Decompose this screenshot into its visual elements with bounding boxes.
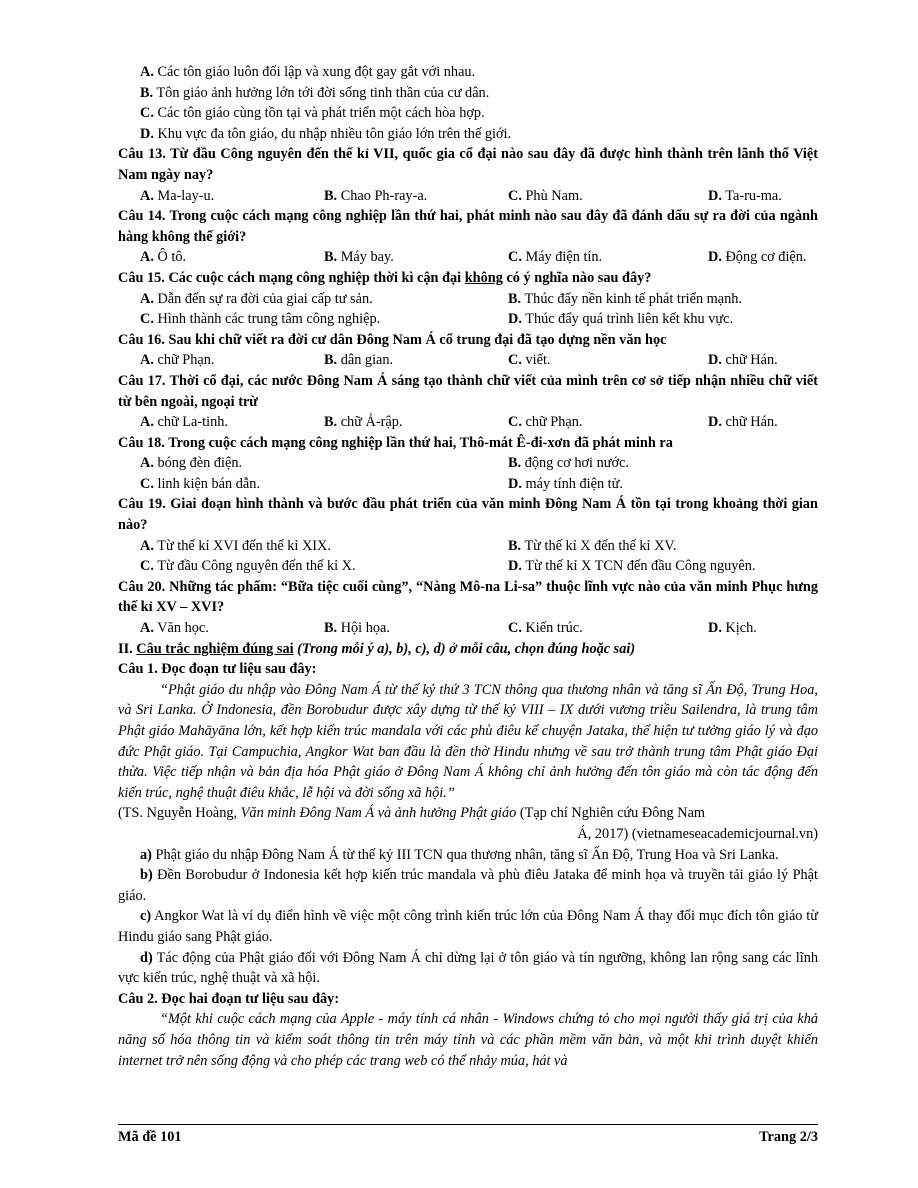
tf2-quote: “Một khi cuộc cách mạng của Apple - máy tính cá nhân - Windows chứng tỏ cho mọi người thấy giá trị của khả năng số hóa thông tin và kiểm soát thông tin trên máy tính và các phần mềm văn bản, và một khi trình duyệt khiến internet trở nên sống động và cho phép các trang web có thể nhảy múa, hát và — [118, 1011, 818, 1069]
q19-option-b: B. Từ thế kỉ X đến thế kỉ XV. — [508, 537, 677, 554]
q12-option-d: D. Khu vực đa tôn giáo, du nhập nhiều tôn giáo lớn trên thế giới. — [140, 125, 512, 142]
section-2-heading: II. Câu trắc nghiệm đúng sai (Trong mỗi ý a), b), c), d) ở mỗi câu, chọn đúng hoặc sai) — [118, 640, 636, 657]
q17-option-c: C. chữ Phạn. — [508, 414, 583, 431]
tf1-statement-c: c) Angkor Wat là ví dụ điển hình về việc một công trình kiến trúc lớn của Đông Nam Á thay đổi mục đích tôn giáo từ Hindu giáo sang Phật giáo. — [118, 908, 818, 945]
tf1-statement-a: a) Phật giáo du nhập Đông Nam Á từ thế kỷ III TCN qua thương nhân, tăng sĩ Ấn Độ, Trung Hoa và Sri Lanka. — [140, 846, 779, 863]
q15-options-row1 — [118, 289, 818, 310]
tf1-source-end: Á, 2017) (vietnameseacademicjournal.vn) — [577, 825, 818, 842]
tf1-quote: “Phật giáo du nhập vào Đông Nam Á từ thế kỷ thứ 3 TCN thông qua thương nhân và tăng sĩ Ấn Độ, Trung Hoa, và Sri Lanka. Ở Indonesia, đền Borobudur được xây dựng từ thế kỷ VIII – IX dưới vương triều Sailendra, là trung tâm Phật giáo Mahāyāna lớn, kết hợp kiến trúc mandala với các phù điêu kể chuyện Jataka, thể hiện tư tưởng giáo lý và đạo đức Phật giáo. Tại Campuchia, Angkor Wat ban đầu là đền thờ Hindu nhưng về sau trở thành trung tâm Phật giáo Đại thừa. Việc tiếp nhận và bản địa hóa Phật giáo ở Đông Nam Á không chỉ ảnh hưởng đến tôn giáo mà còn tác động đến kiến trúc, nghệ thuật điêu khắc, lễ hội và đời sống xã hội.” — [118, 681, 818, 801]
exam-code: Mã đề 101 — [118, 1129, 182, 1145]
q19-options-row2 — [118, 556, 818, 577]
q18-option-b: B. động cơ hơi nước. — [508, 455, 629, 472]
q19-option-c: C. Từ đầu Công nguyên đến thế kỉ X. — [140, 558, 356, 575]
q16-option-d: D. chữ Hán. — [708, 352, 778, 369]
q14-option-b: B. Máy bay. — [324, 249, 394, 266]
exam-page — [118, 62, 818, 1071]
q18-option-d: D. máy tính điện tử. — [508, 475, 623, 492]
tf1-source: (TS. Nguyễn Hoàng, Văn minh Đông Nam Á và ảnh hưởng Phật giáo (Tạp chí Nghiên cứu Đông Nam — [118, 805, 706, 822]
q17-options — [118, 412, 818, 433]
q13-stem: Câu 13. Từ đầu Công nguyên đến thế kỉ VII, quốc gia cổ đại nào sau đây đã được hình thành trên lãnh thổ Việt Nam ngày nay? — [118, 146, 818, 183]
q19-options-row1 — [118, 536, 818, 557]
q18-option-c: C. linh kiện bán dẫn. — [140, 475, 260, 492]
q15-option-c: C. Hình thành các trung tâm công nghiệp. — [140, 311, 381, 328]
q13-option-a: A. Ma-lay-u. — [140, 187, 215, 204]
q18-options-row1 — [118, 453, 818, 474]
q17-option-b: B. chữ Ả-rập. — [324, 414, 403, 431]
page-number: Trang 2/3 — [759, 1129, 818, 1145]
q12-option-b: B. Tôn giáo ảnh hưởng lớn tới đời sống tinh thần của cư dân. — [140, 84, 490, 101]
q13-option-c: C. Phù Nam. — [508, 187, 583, 204]
tf1-statement-d: d) Tác động của Phật giáo đối với Đông Nam Á chỉ dừng lại ở tôn giáo và tín ngưỡng, không lan rộng sang các lĩnh vực kiến trúc, nghệ thuật và xã hội. — [118, 949, 818, 987]
q18-stem: Câu 18. Trong cuộc cách mạng công nghiệp lần thứ hai, Thô-mát Ê-đi-xơn đã phát minh ra — [118, 434, 673, 451]
q14-stem: Câu 14. Trong cuộc cách mạng công nghiệp lần thứ hai, phát minh nào sau đây đã đánh dấu sự ra đời của ngành hàng không thế giới? — [118, 208, 818, 245]
q20-option-a: A. Văn học. — [140, 620, 209, 637]
q12-option-a: A. Các tôn giáo luôn đối lập và xung đột gay gắt với nhau. — [140, 64, 476, 80]
q14-options — [118, 247, 818, 268]
q16-stem: Câu 16. Sau khi chữ viết ra đời cư dân Đông Nam Á cổ trung đại đã tạo dựng nền văn học — [118, 331, 667, 348]
q17-option-d: D. chữ Hán. — [708, 414, 778, 431]
page-footer — [118, 1124, 818, 1146]
tf1-heading: Câu 1. Đọc đoạn tư liệu sau đây: — [118, 661, 317, 678]
q12-option-c: C. Các tôn giáo cùng tồn tại và phát triển một cách hòa hợp. — [140, 105, 485, 122]
q14-option-d: D. Động cơ điện. — [708, 249, 807, 266]
q20-option-c: C. Kiến trúc. — [508, 620, 583, 637]
q15-option-d: D. Thúc đẩy quá trình liên kết khu vực. — [508, 311, 734, 328]
q14-option-a: A. Ô tô. — [140, 249, 187, 266]
q17-option-a: A. chữ La-tinh. — [140, 414, 228, 431]
q16-option-c: C. viết. — [508, 352, 551, 369]
q19-option-d: D. Từ thế kỉ X TCN đến đầu Công nguyên. — [508, 558, 756, 575]
q15-option-b: B. Thúc đẩy nền kinh tế phát triển mạnh. — [508, 290, 743, 307]
q13-options — [118, 186, 818, 207]
q16-option-b: B. dân gian. — [324, 352, 394, 369]
q20-options — [118, 618, 818, 639]
q18-options-row2 — [118, 474, 818, 495]
q20-option-d: D. Kịch. — [708, 620, 757, 637]
q17-stem: Câu 17. Thời cổ đại, các nước Đông Nam Á sáng tạo thành chữ viết của mình trên cơ sở tiếp nhận nhiều chữ viết từ bên ngoài, ngoại trừ — [118, 372, 819, 410]
q14-option-c: C. Máy điện tín. — [508, 249, 603, 266]
q15-options-row2 — [118, 309, 818, 330]
q18-option-a: A. bóng đèn điện. — [140, 455, 243, 472]
q19-option-a: A. Từ thế kỉ XVI đến thế kỉ XIX. — [140, 537, 331, 554]
q19-stem: Câu 19. Giai đoạn hình thành và bước đầu phát triển của văn minh Đông Nam Á tồn tại trong khoảng thời gian nào? — [118, 496, 818, 534]
tf1-statement-b: b) Đền Borobudur ở Indonesia kết hợp kiến trúc mandala và phù điêu Jataka để minh họa và truyền tải giáo lý Phật giáo. — [118, 867, 818, 904]
q20-option-b: B. Hội họa. — [324, 620, 390, 637]
q16-options — [118, 350, 818, 371]
q13-option-b: B. Chao Ph-ray-a. — [324, 187, 428, 204]
tf2-heading: Câu 2. Đọc hai đoạn tư liệu sau đây: — [118, 990, 340, 1007]
q15-stem: Câu 15. Các cuộc cách mạng công nghiệp thời kì cận đại không có ý nghĩa nào sau đây? — [118, 269, 652, 286]
q15-option-a: A. Dẫn đến sự ra đời của giai cấp tư sản. — [140, 290, 373, 307]
q20-stem: Câu 20. Những tác phẩm: “Bữa tiệc cuối cùng”, “Nàng Mô-na Li-sa” thuộc lĩnh vực nào của văn minh Phục hưng thế kỉ XV – XVI? — [118, 578, 818, 616]
q16-option-a: A. chữ Phạn. — [140, 352, 215, 369]
q13-option-d: D. Ta-ru-ma. — [708, 187, 782, 204]
